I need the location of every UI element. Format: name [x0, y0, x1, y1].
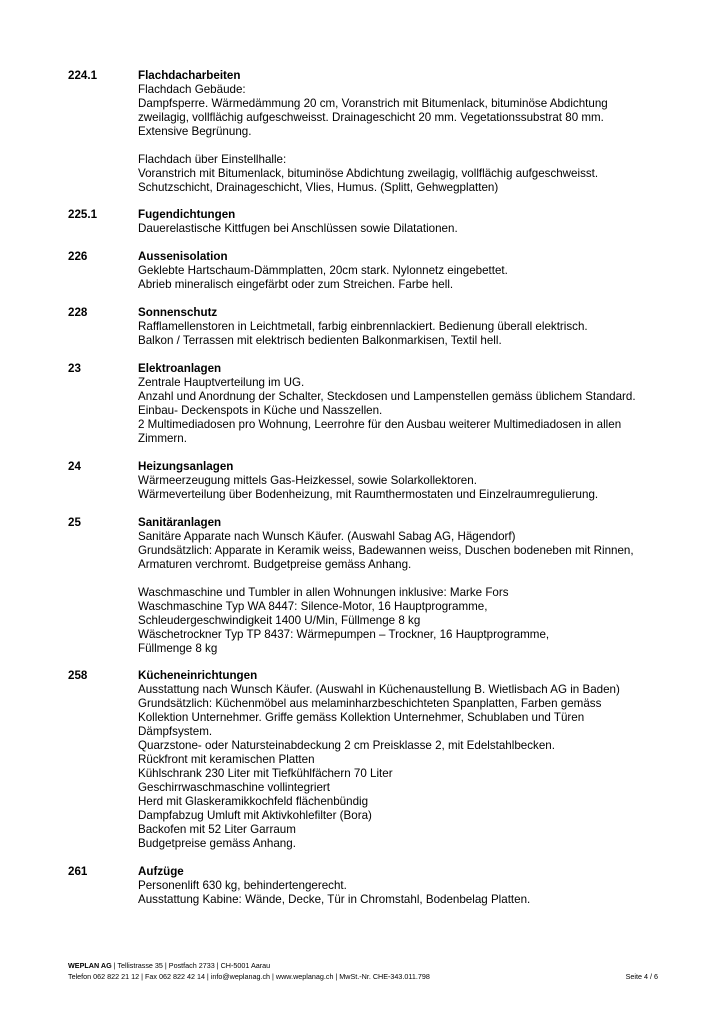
company-address: | Tellistrasse 35 | Postfach 2733 | CH-5001 Aarau	[111, 961, 271, 970]
section-title: Fugendichtungen	[138, 208, 236, 221]
company-name: WEPLAN AG	[68, 961, 112, 970]
body-line: Balkon / Terrassen mit elektrisch bedienten Balkonmarkisen, Textil hell.	[138, 334, 502, 347]
body-line: Sanitäre Apparate nach Wunsch Käufer. (Auswahl Sabag AG, Hägendorf)	[138, 530, 516, 543]
section-title: Flachdacharbeiten	[138, 69, 241, 82]
section-number: 224.1	[68, 69, 98, 82]
body-line: Backofen mit 52 Liter Garraum	[138, 823, 296, 836]
section-number: 225.1	[68, 208, 98, 221]
body-line: Wärmeverteilung über Bodenheizung, mit Raumthermostaten und Einzelraumregulierung.	[138, 488, 599, 501]
section-content	[138, 460, 698, 502]
body-line: Kühlschrank 230 Liter mit Tiefkühlfächern 70 Liter	[138, 767, 393, 780]
section-number: 258	[68, 669, 88, 682]
body-line: Flachdach über Einstellhalle:	[138, 153, 287, 166]
body-line: Geklebte Hartschaum-Dämmplatten, 20cm stark. Nylonnetz eingebettet.	[138, 264, 508, 277]
body-line: Flachdach Gebäude:	[138, 83, 246, 96]
section-title: Elektroanlagen	[138, 362, 222, 375]
footer-contact: Telefon 062 822 21 12 | Fax 062 822 42 14 | info@weplanag.ch | www.weplanag.ch | MwSt.-Nr. CHE-343.011.798	[68, 972, 430, 981]
body-line: Füllmenge 8 kg	[138, 642, 218, 655]
section-content	[138, 208, 698, 236]
section-content	[138, 362, 698, 446]
body-line: Grundsätzlich: Küchenmöbel aus melaminharzbeschichteten Spanplatten, Farben gemäss	[138, 697, 602, 710]
section-number: 24	[68, 460, 81, 473]
body-line: Extensive Begrünung.	[138, 125, 252, 138]
body-line: zweilagig, vollflächig aufgeschweisst. Drainageschicht 20 mm. Vegetationssubstrat 80 mm.	[138, 111, 604, 124]
body-line: Quarzstone- oder Natursteinabdeckung 2 cm Preisklasse 2, mit Edelstahlbecken.	[138, 739, 555, 752]
section-title: Kücheneinrichtungen	[138, 669, 258, 682]
body-line: Dampfsperre. Wärmedämmung 20 cm, Voranstrich mit Bitumenlack, bituminöse Abdichtung	[138, 97, 608, 110]
body-line: Voranstrich mit Bitumenlack, bituminöse Abdichtung zweilagig, vollflächig aufgeschweisst.	[138, 167, 599, 180]
body-line: 2 Multimediadosen pro Wohnung, Leerrohre für den Ausbau weiterer Multimediadosen in allen	[138, 418, 622, 431]
section-number: 261	[68, 865, 88, 878]
body-line: Dämpfsystem.	[138, 725, 213, 738]
section-content	[138, 516, 698, 656]
body-line: Abrieb mineralisch eingefärbt oder zum Streichen. Farbe hell.	[138, 278, 454, 291]
section-content	[138, 865, 698, 907]
body-line: Dampfabzug Umluft mit Aktivkohlefilter (Bora)	[138, 809, 372, 822]
body-line: Wärmeerzeugung mittels Gas-Heizkessel, sowie Solarkollektoren.	[138, 474, 477, 487]
body-line: Anzahl und Anordnung der Schalter, Steckdosen und Lampenstellen gemäss üblichem Standard.	[138, 390, 636, 403]
body-line: Kollektion Unternehmer. Griffe gemäss Kollektion Unternehmer, Schublaben und Türen	[138, 711, 585, 724]
page-number: Seite 4 / 6	[625, 972, 658, 981]
body-line: Personenlift 630 kg, behindertengerecht.	[138, 879, 347, 892]
section-number: 25	[68, 516, 81, 529]
body-line: Grundsätzlich: Apparate in Keramik weiss, Badewannen weiss, Duschen bodeneben mit Rinnen,	[138, 544, 634, 557]
body-line: Armaturen verchromt. Budgetpreise gemäss Anhang.	[138, 558, 412, 571]
body-line: Ausstattung nach Wunsch Käufer. (Auswahl in Küchenaustellung B. Wietlisbach AG in Baden)	[138, 683, 620, 696]
footer-address-line	[68, 960, 658, 971]
body-line: Schleudergeschwindigkeit 1400 U/Min, Füllmenge 8 kg	[138, 614, 421, 627]
section-content	[138, 69, 698, 195]
section-title: Aufzüge	[138, 865, 184, 878]
section-title: Heizungsanlagen	[138, 460, 234, 473]
body-line: Budgetpreise gemäss Anhang.	[138, 837, 296, 850]
body-line: Dauerelastische Kittfugen bei Anschlüssen sowie Dilatationen.	[138, 222, 458, 235]
body-line: Wäschetrockner Typ TP 8437: Wärmepumpen – Trockner, 16 Hauptprogramme,	[138, 628, 550, 641]
section-content	[138, 250, 698, 292]
paragraph-gap	[138, 139, 698, 153]
body-line: Zentrale Hauptverteilung im UG.	[138, 376, 305, 389]
body-line: Rückfront mit keramischen Platten	[138, 753, 315, 766]
body-line: Zimmern.	[138, 432, 187, 445]
section-title: Sanitäranlagen	[138, 516, 222, 529]
body-line: Rafflamellenstoren in Leichtmetall, farbig einbrennlackiert. Bedienung überall elektrisch.	[138, 320, 588, 333]
body-line: Schutzschicht, Drainageschicht, Vlies, Humus. (Splitt, Gehwegplatten)	[138, 181, 499, 194]
section-number: 23	[68, 362, 81, 375]
section-content	[138, 669, 698, 851]
body-line: Waschmaschine und Tumbler in allen Wohnungen inklusive: Marke Fors	[138, 586, 509, 599]
body-line: Waschmaschine Typ WA 8447: Silence-Motor, 16 Hauptprogramme,	[138, 600, 488, 613]
paragraph-gap	[138, 572, 698, 586]
body-line: Geschirrwaschmaschine vollintegriert	[138, 781, 331, 794]
section-content	[138, 306, 698, 348]
section-title: Aussenisolation	[138, 250, 228, 263]
section-number: 228	[68, 306, 88, 319]
body-line: Herd mit Glaskeramikkochfeld flächenbündig	[138, 795, 369, 808]
section-number: 226	[68, 250, 88, 263]
body-line: Einbau- Deckenspots in Küche und Nasszellen.	[138, 404, 383, 417]
section-title: Sonnenschutz	[138, 306, 218, 319]
page-footer	[68, 960, 658, 982]
body-line: Ausstattung Kabine: Wände, Decke, Tür in Chromstahl, Bodenbelag Platten.	[138, 893, 531, 906]
